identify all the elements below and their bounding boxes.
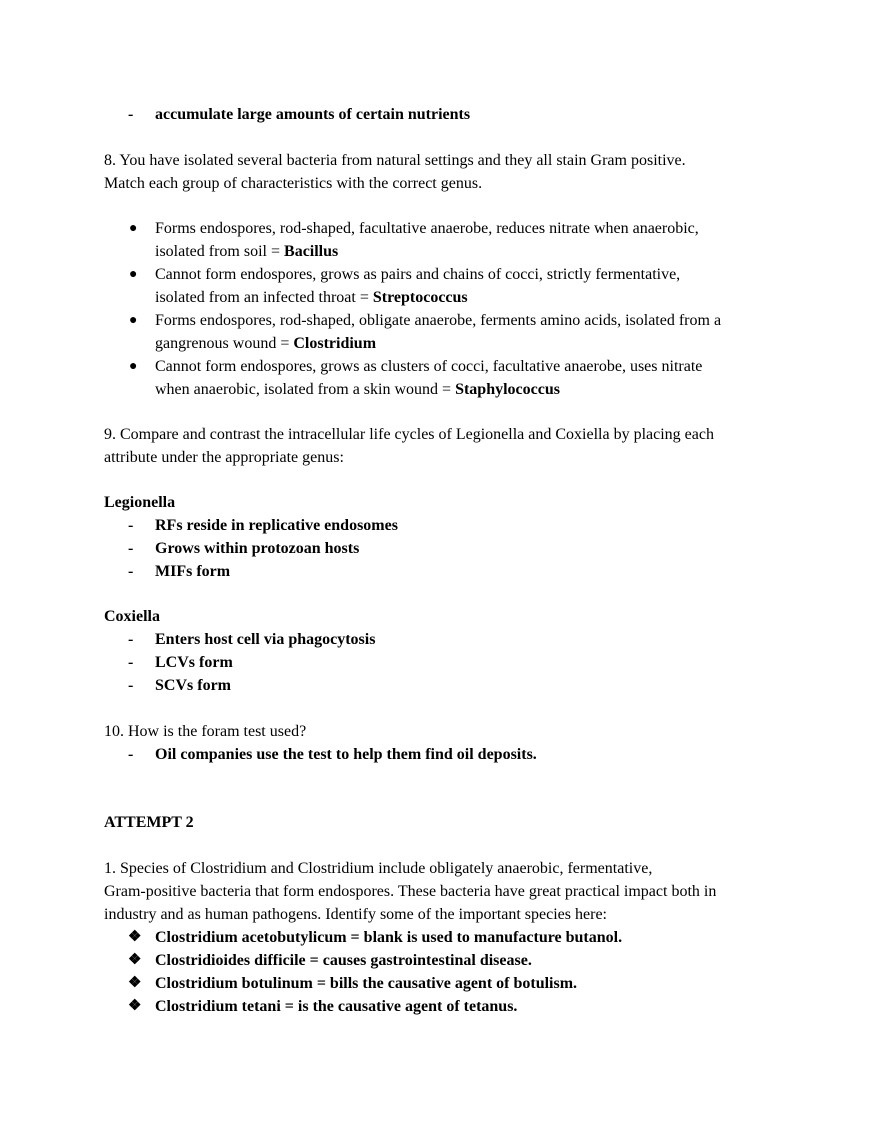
question-9-prompt: 9. Compare and contrast the intracellular life cycles of Legionella and Coxiella by placing each xyxy=(104,426,714,443)
question-1-prompt: 1. Species of Clostridium and Clostridium include obligately anaerobic, fermentative, xyxy=(104,860,653,877)
dash-marker: - xyxy=(128,654,134,671)
bullet-icon: ● xyxy=(129,313,138,328)
dash-marker: - xyxy=(128,631,134,648)
genus-answer: Streptococcus xyxy=(372,289,468,306)
dash-marker: - xyxy=(128,106,134,123)
bullet-icon: ● xyxy=(129,221,138,236)
dash-marker: - xyxy=(128,517,134,534)
genus-heading-coxiella: Coxiella xyxy=(104,608,160,625)
bullet-icon: ● xyxy=(129,359,138,374)
diamond-bullet-icon: ❖ xyxy=(128,975,142,991)
dash-marker: - xyxy=(128,677,134,694)
diamond-bullet-icon: ❖ xyxy=(128,929,142,945)
genus-answer: Clostridium xyxy=(293,335,377,352)
question-9-prompt-cont: attribute under the appropriate genus: xyxy=(104,449,344,466)
question-1-prompt-cont: industry and as human pathogens. Identify some of the important species here: xyxy=(104,906,607,923)
answer-text: accumulate large amounts of certain nutrients xyxy=(155,106,471,123)
genus-answer: Staphylococcus xyxy=(455,381,560,398)
document-page: - accumulate large amounts of certain nutrients 8. You have isolated several bacteria from natural settings and they all stain Gram positive. Match each group of characteristics with the correct genus. ● Forms endospores, rod-shaped, facultative anaerobe, reduces nitrate when anaerobic, isolated from soil = Bacillus ● Cannot form endospores, grows as pairs and chains of cocci, strictly fermentative, isolated from an infected throat = Streptococcus ● Forms endospores, rod-shaped, obligate anaerobe, ferments amino acids, isolated from a gangrenous wound = Clostridium ● Cannot form endospores, grows as clusters of cocci, facultative anaerobe, uses nitrate when anaerobic, isolated from a skin wound = Staphylococcus 9. Compare and contrast the intracellular life cycles of Legionella and Coxiella by placing each attribute under the appropriate genus: Legionella - RFs reside in replicative endosomes - Grows within protozoan hosts - MIFs form Coxiella - Enters host cell via phagocytosis - LCVs form - SCVs form 10. How is the foram test used? - Oil companies use the test to help them find oil deposits. ATTEMPT 2 1. Species of Clostridium and Clostridium include obligately anaerobic, fermentative, Gram-positive bacteria that form endospores. These bacteria have great practical impact both in industry and as human pathogens. Identify some of the important species here: ❖ Clostridium acetobutylicum = blank is used to manufacture butanol. ❖ Clostridioides difficile = causes gastrointestinal disease. ❖ Clostridium botulinum = bills the causative agent of botulism. ❖ Clostridium tetani = is the causative agent of tetanus. xyxy=(0,0,880,1139)
question-1-prompt-cont: Gram-positive bacteria that form endospores. These bacteria have great practical impact both in xyxy=(104,883,717,900)
bullet-icon: ● xyxy=(129,267,138,282)
dash-marker: - xyxy=(128,540,134,557)
genus-heading-legionella: Legionella xyxy=(104,494,176,511)
section-heading: ATTEMPT 2 xyxy=(104,814,194,831)
question-8-prompt: 8. You have isolated several bacteria from natural settings and they all stain Gram positive. xyxy=(104,152,686,169)
diamond-bullet-icon: ❖ xyxy=(128,952,142,968)
dash-marker: - xyxy=(128,746,134,763)
dash-marker: - xyxy=(128,563,134,580)
question-10-prompt: 10. How is the foram test used? xyxy=(104,723,307,740)
genus-answer: Bacillus xyxy=(284,243,339,260)
question-8-prompt-cont: Match each group of characteristics with the correct genus. xyxy=(104,175,483,192)
diamond-bullet-icon: ❖ xyxy=(128,998,142,1014)
